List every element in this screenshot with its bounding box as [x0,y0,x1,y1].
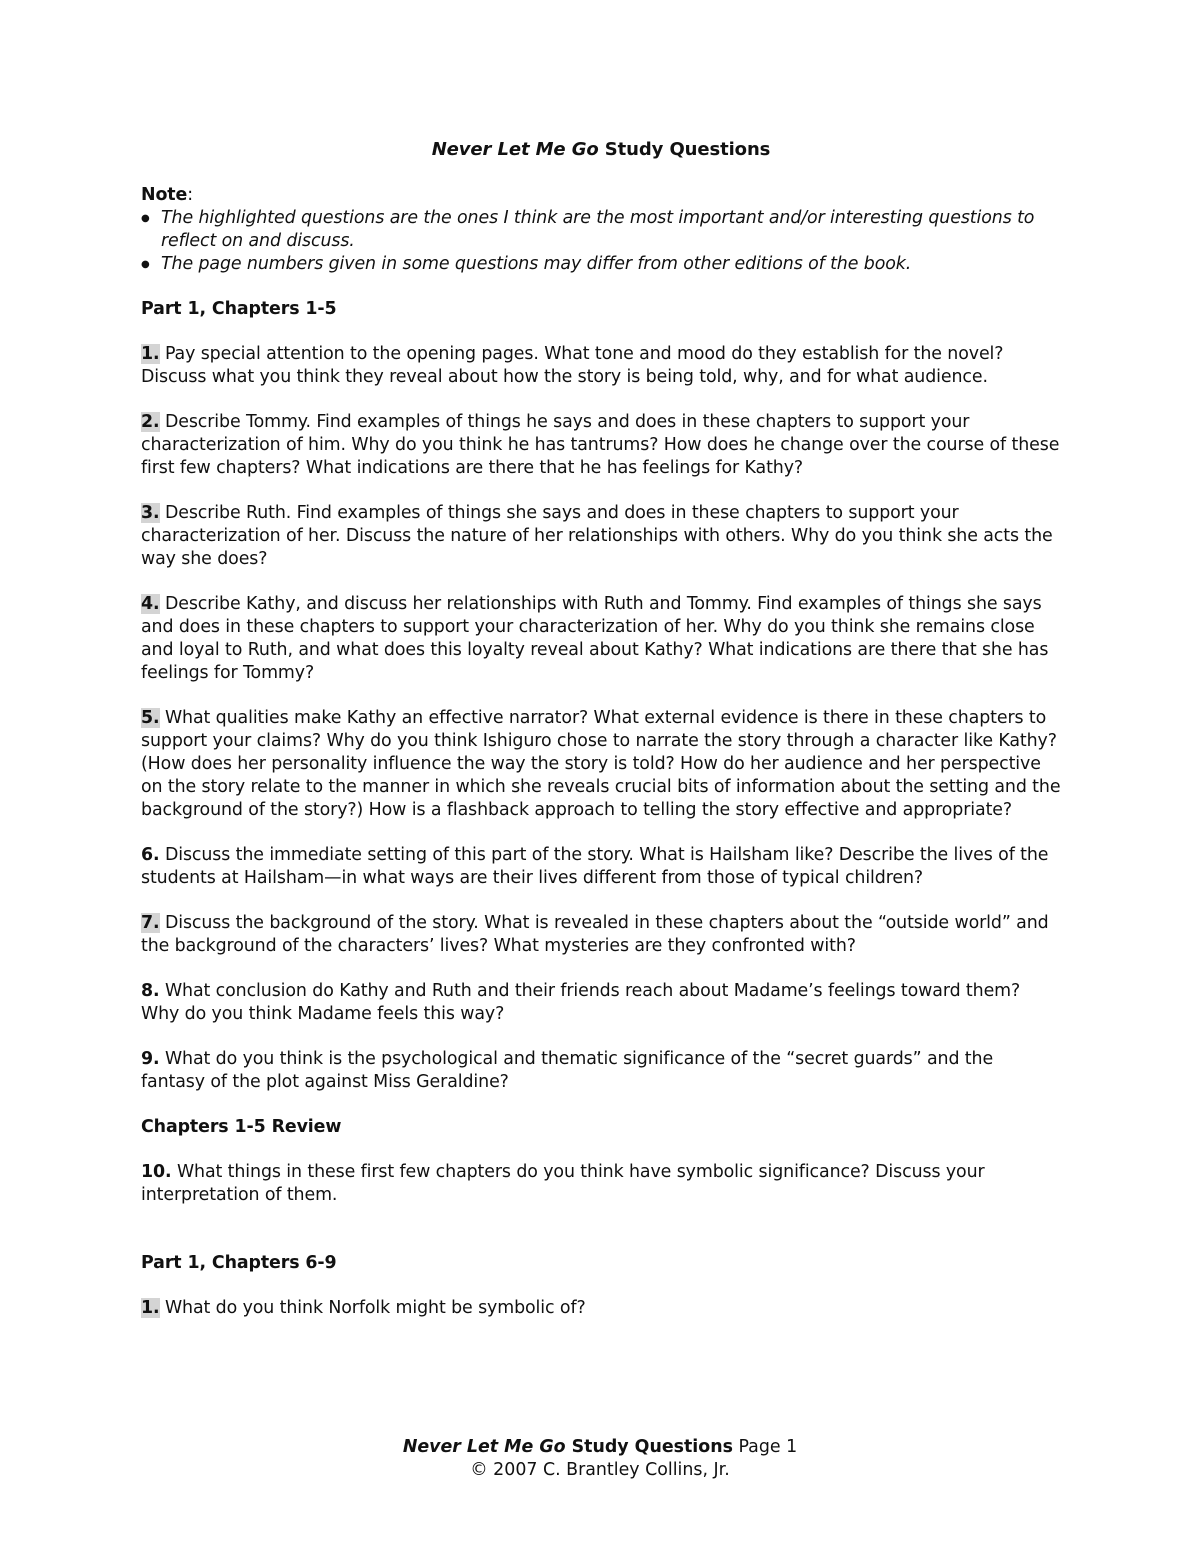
question-number: 10. [141,1162,172,1182]
footer-book-name: Never Let Me Go [402,1437,566,1457]
question [141,1161,1061,1207]
question-text: What do you think is the psychological and thematic significance of the “secret guards” and the fantasy of the plot against Miss Geraldine? [141,1049,994,1092]
question [141,411,1061,480]
question [141,502,1061,571]
question-text: Describe Tommy. Find examples of things he says and does in these chapters to support your characterization of him. Why do you think he has tantrums? How does he change over the course of these first few chapters? What indications are there that he has feelings for Kathy? [141,412,1060,478]
question-text: What things in these first few chapters do you think have symbolic significance? Discuss your interpretation of them. [141,1162,985,1205]
question [141,1297,1061,1320]
question [141,844,1061,890]
section-heading: Part 1, Chapters 6-9 [141,1253,337,1273]
question-text: What conclusion do Kathy and Ruth and their friends reach about Madame’s feelings toward them? Why do you think Madame feels this way? [141,981,1021,1024]
footer-page-number: Page 1 [732,1437,798,1457]
document-title [141,138,1061,161]
question [141,1048,1061,1094]
question-text: What qualities make Kathy an effective narrator? What external evidence is there in these chapters to support your claims? Why do you think Ishiguro chose to narrate the story through a character like Kathy? (How does her personality influence the way the story is told? How do her audience and her perspective on the story relate to the manner in which she reveals crucial bits of information about the setting and the background of the story?) How is a flashback approach to telling the story effective and appropriate? [141,708,1061,820]
question [141,912,1061,958]
title-book-name: Never Let Me Go [431,139,599,160]
document-body [141,138,1061,1342]
question-text: Describe Ruth. Find examples of things she says and does in these chapters to support your characterization of her. Discuss the nature of her relationships with others. Why do you think she acts the way she does? [141,503,1053,569]
question-number: 1. [141,344,160,364]
question-number: 3. [141,503,160,523]
question-text: Discuss the background of the story. What is revealed in these chapters about the “outside world” and the background of the characters’ lives? What mysteries are they confronted with? [141,913,1049,956]
question [141,707,1061,822]
note-item: ● The page numbers given in some questions may differ from other editions of the book. [161,253,1061,276]
question-text: What do you think Norfolk might be symbolic of? [159,1298,586,1318]
question-number: 5. [141,708,160,728]
footer-copyright: © 2007 C. Brantley Collins, Jr. [470,1460,730,1480]
question-text: Discuss the immediate setting of this part of the story. What is Hailsham like? Describe the lives of the students at Hailsham—in what ways are their lives different from those of typical children? [141,845,1049,888]
note-colon: : [187,185,193,205]
footer-title-line [0,1436,1200,1459]
note-list [141,207,1061,276]
note-item: ● The highlighted questions are the ones I think are the most important and/or interesting questions to reflect on and discuss. [161,207,1061,253]
title-rest: Study Questions [598,139,771,160]
question-number: 4. [141,594,160,614]
question-number: 2. [141,412,160,432]
footer-title-rest: Study Questions [565,1437,733,1457]
section-heading: Chapters 1-5 Review [141,1117,342,1137]
question-number: 7. [141,913,160,933]
question-text: Pay special attention to the opening pages. What tone and mood do they establish for the novel? Discuss what you think they reveal about how the story is being told, why, and for what audience. [141,344,1004,387]
section-heading: Part 1, Chapters 1-5 [141,299,337,319]
question-number: 6. [141,845,160,865]
question-number: 9. [141,1049,160,1069]
question [141,593,1061,685]
question-number: 8. [141,981,160,1001]
question [141,343,1061,389]
question-number: 1. [141,1298,160,1318]
question-text: Describe Kathy, and discuss her relationships with Ruth and Tommy. Find examples of things she says and does in these chapters to support your characterization of her. Why do you think she remains close and loyal to Ruth, and what does this loyalty reveal about Kathy? What indications are there that she has feelings for Tommy? [141,594,1049,683]
page-footer [0,1436,1200,1482]
note-heading-text: Note [141,185,188,205]
note-heading [141,184,1061,207]
question [141,980,1061,1026]
